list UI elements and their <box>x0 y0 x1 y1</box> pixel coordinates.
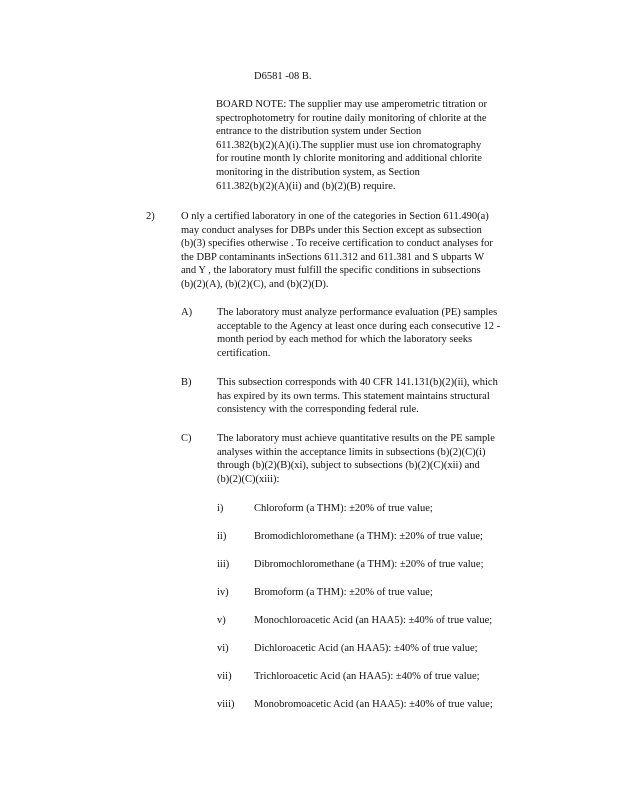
subitem-label: vi) <box>217 643 229 654</box>
paragraph-line: through (b)(2)(B)(xi), subject to subsections (b)(2)(C)(xii) and <box>217 460 480 472</box>
item-a-label: A) <box>181 307 193 318</box>
paragraph-line: certification. <box>217 347 271 359</box>
paragraph-line: acceptable to the Agency at least once during each consecutive 12 - <box>217 320 501 332</box>
subitem-text: Dichloroacetic Acid (an HAA5): ±40% of true value; <box>254 643 478 654</box>
paragraph-line: (b)(2)(A), (b)(2)(C), and (b)(2)(D). <box>181 278 329 290</box>
item-2-label: 2) <box>146 211 155 222</box>
board-note <box>216 98 530 193</box>
subitem-text: Monochloroacetic Acid (an HAA5): ±40% of true value; <box>254 615 493 626</box>
paragraph-line: may conduct analyses for DBPs under this Section except as subsection <box>181 224 482 236</box>
paragraph-line: the DBP contaminants inSections 611.312 and 611.381 and S ubparts W <box>181 251 485 263</box>
paragraph-line: has expired by its own terms. This statement maintains structural <box>217 390 490 402</box>
item-b-paragraph <box>217 376 539 417</box>
board-note-line: spectrophotometry for routine daily monitoring of chlorite at the <box>216 112 487 124</box>
paragraph-line: consistency with the corresponding federal rule. <box>217 404 419 416</box>
board-note-line: entrance to the distribution system under Section <box>216 126 422 138</box>
subitem-label: i) <box>217 503 224 514</box>
subitem-text: Monobromoacetic Acid (an HAA5): ±40% of true value; <box>254 699 493 710</box>
paragraph-line: analyses within the acceptance limits in subsections (b)(2)(C)(i) <box>217 446 486 458</box>
header-reference <box>254 70 311 84</box>
item-c-paragraph <box>217 432 539 486</box>
header-reference-text: D6581 -08 B. <box>254 71 312 82</box>
item-2-paragraph <box>181 210 537 292</box>
board-note-line: monitoring in the distribution system, as Section <box>216 166 420 178</box>
board-note-line: BOARD NOTE: The supplier may use amperometric titration or <box>216 99 487 110</box>
subitem-label: iii) <box>217 559 230 570</box>
paragraph-line: (b)(2)(C)(xiii): <box>217 473 280 485</box>
board-note-line: for routine month ly chlorite monitoring and additional chlorite <box>216 153 482 165</box>
subitem-label: vii) <box>217 671 232 682</box>
subitem-text: Trichloroacetic Acid (an HAA5): ±40% of true value; <box>254 671 480 682</box>
subitem-text: Bromodichloromethane (a THM): ±20% of true value; <box>254 531 483 542</box>
subitem-text: Bromoform (a THM): ±20% of true value; <box>254 587 433 598</box>
paragraph-line: The laboratory must analyze performance evaluation (PE) samples <box>217 307 498 318</box>
subitem-label: v) <box>217 615 226 626</box>
item-c-label: C) <box>181 433 192 444</box>
subitem-text: Dibromochloromethane (a THM): ±20% of true value; <box>254 559 484 570</box>
paragraph-line: O nly a certified laboratory in one of the categories in Section 611.490(a) <box>181 211 489 222</box>
item-a-paragraph <box>217 306 539 360</box>
paragraph-line: (b)(3) specifies otherwise . To receive certification to conduct analyses for <box>181 238 493 250</box>
subitem-text: Chloroform (a THM): ±20% of true value; <box>254 503 433 514</box>
paragraph-line: The laboratory must achieve quantitative results on the PE sample <box>217 433 495 444</box>
paragraph-line: month period by each method for which the laboratory seeks <box>217 334 473 346</box>
paragraph-line: This subsection corresponds with 40 CFR 141.131(b)(2)(ii), which <box>217 377 498 388</box>
paragraph-line: and Y , the laboratory must fulfill the specific conditions in subsections <box>181 265 481 277</box>
board-note-line: 611.382(b)(2)(A)(ii) and (b)(2)(B) require. <box>216 180 396 192</box>
subitem-label: viii) <box>217 699 235 710</box>
board-note-line: 611.382(b)(2)(A)(i).The supplier must use ion chromatography <box>216 139 482 151</box>
subitem-label: ii) <box>217 531 227 542</box>
subitem-label: iv) <box>217 587 229 598</box>
item-b-label: B) <box>181 377 192 388</box>
